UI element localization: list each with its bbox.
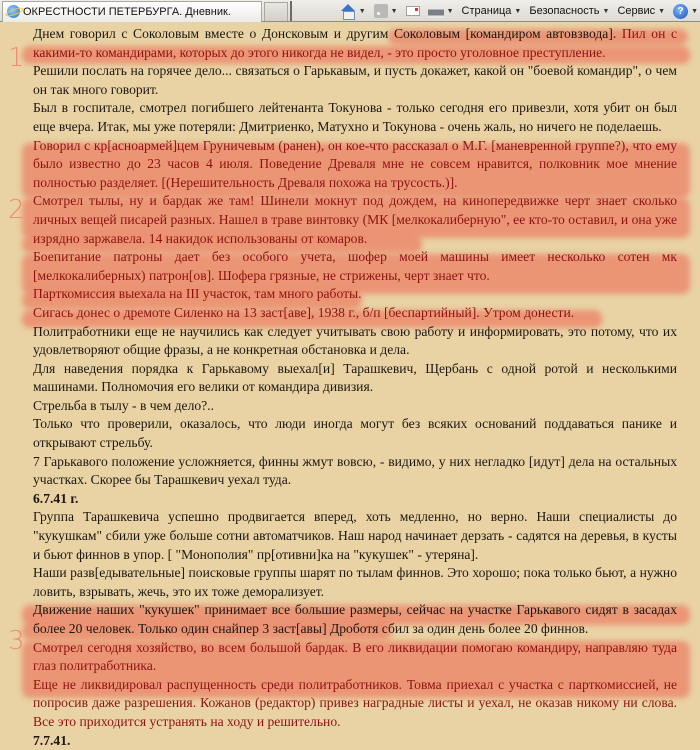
diary-text-highlighted: Пил он с какими-то командирами, которых до этого никогда не видел, - это просто уголовное преступление.	[33, 26, 678, 60]
chevron-down-icon[interactable]: ▼	[446, 7, 454, 15]
diary-paragraph: Наши разв[едывательные] поисковые группы шарят по тылам финнов. Это хорошо; пока только бьют, а нужно ловить, взрывать, жечь, это их тоже деморализует.	[33, 565, 677, 599]
feeds-button[interactable]	[374, 4, 398, 18]
print-icon	[428, 5, 444, 18]
browser-tab[interactable]	[2, 1, 262, 22]
tools-menu-label: Сервис	[617, 5, 656, 17]
diary-paragraph-highlighted: Парткомиссия выехала на III участок, там много работы.	[33, 286, 362, 302]
diary-paragraph: Группа Тарашкевича успешно продвигается вперед, хоть медленно, но верно. Наши специалисты до "кукушкам" сбили уже больше сотни автоматчиков. Наш народ начинает дерзать - садятся на деревья, в кусты и бьют финнов в упор. [ "Монополия" пр[отивни]ка на "кукушек" - утеряна].	[33, 509, 677, 562]
tools-menu[interactable]	[617, 5, 665, 17]
margin-annotation-3: 3	[8, 626, 25, 656]
tab-divider	[290, 1, 292, 21]
diary-paragraph: 7 Гарькавого положение усложняется, финны жмут вовсю, - видимо, у них негладко [идут] дела на остальных участках. Скорее бы Тарашкевич уехал туда.	[33, 453, 677, 488]
diary-paragraph-highlighted: Говорил с кр[асноармей]цем Груничевым (ранен), он кое-что рассказал о М.Г. [маневренной группе?), что ему было известно до 23 часов 4 июля. Поведение Древаля мне не совсем нравится, полковник мое мнение полностью разделяет. [(Нерешительность Древаля похожа на трусость.)].	[33, 137, 677, 190]
diary-paragraph-highlighted: Боепитание патроны дает без особого учета, шофер моей машины имеет несколько сотен мк [мелкокалиберных) патрон[ов]. Шофера грязные, не стрижены, черт знает что.	[33, 249, 677, 283]
diary-paragraph-highlighted: Смотрел тылы, ну и бардак же там! Шинели мокнут под дождем, на кинопередвижке черт знает сколько личных вещей писарей разных. Нашел в траве винтовку (МК [мелкокалиберную", ее кто-то оставил, и она уже изрядно заржавела. 14 накидок использованы от комаров.	[33, 193, 677, 246]
chevron-down-icon: ▼	[602, 7, 610, 15]
chevron-down-icon[interactable]: ▼	[390, 7, 398, 15]
ie-logo-icon	[7, 5, 20, 18]
help-icon: ?	[673, 4, 688, 19]
chevron-down-icon[interactable]: ▼	[691, 7, 698, 15]
mail-button[interactable]	[406, 6, 420, 16]
tab-title: ОКРЕСТНОСТИ ПЕТЕРБУРГА. Дневник.	[23, 5, 231, 18]
safety-menu[interactable]	[529, 5, 609, 17]
mail-icon	[406, 6, 420, 16]
command-bar	[340, 0, 700, 22]
safety-menu-label: Безопасность	[529, 5, 600, 17]
page-menu[interactable]	[462, 5, 522, 17]
home-icon	[340, 4, 356, 19]
diary-date-heading: 6.7.41 г.	[33, 490, 79, 506]
diary-text-plain: Днем говорил с Соколовым вместе о Донсковым и другим Соколовым [командиром автовзвода].	[33, 26, 622, 41]
diary-paragraph: Только что проверили, оказалось, что люди иногда могут без всяких оснований поддаваться панике и открывают стрельбу.	[33, 416, 677, 451]
diary-text	[33, 25, 677, 750]
margin-annotation-1: 1	[8, 43, 25, 73]
print-button[interactable]	[428, 5, 454, 18]
margin-annotation-2: 2	[8, 195, 25, 225]
page-content	[0, 22, 700, 748]
diary-paragraph	[33, 25, 677, 62]
diary-paragraph: Стрельба в тылу - в чем дело?..	[33, 397, 214, 413]
rss-feed-icon	[374, 4, 388, 18]
diary-paragraph-highlighted: Сигась донес о дремоте Силенко на 13 заст[аве], 1938 г., б/п [беспартийный]. Утром донести.	[33, 304, 575, 320]
home-button[interactable]	[340, 4, 366, 19]
chevron-down-icon: ▼	[658, 7, 666, 15]
diary-paragraph: Был в госпитале, смотрел погибшего лейтенанта Токунова - только сегодня его привезли, хотя убит он был еще вчера. Итак, мы уже потеряли: Дмитриенко, Матухно и Токунова - очень жаль, но ничего не поделаешь.	[33, 100, 677, 134]
chevron-down-icon: ▼	[514, 7, 522, 15]
diary-paragraph: Политработники еще не научились как следует учитывать свою работу и информировать, это потому, что их удовлетворяют общие фразы, а не конкретная обстановка и дела.	[33, 323, 677, 358]
chevron-down-icon[interactable]: ▼	[358, 7, 366, 15]
new-tab-button[interactable]	[264, 2, 288, 21]
diary-date-heading: 7.7.41.	[33, 732, 71, 748]
diary-paragraph: Решили послать на горячее дело... связаться о Гарькавым, и пусть докажет, какой он "боевой командир", о чем он так много говорит.	[33, 63, 677, 97]
page-menu-label: Страница	[461, 5, 512, 17]
help-button[interactable]	[673, 4, 698, 19]
diary-paragraph: Движение наших "кукушек" принимает все большие размеры, сейчас на участке Гарькавого сидят в засадах более 20 человек. Только один снайпер 3 заст[авы] Дроботя сбил за один день более 20 финнов.	[33, 602, 677, 636]
diary-paragraph-highlighted: Смотрел сегодня хозяйство, во всем большой бардак. В его ликвидации помогаю командиру, направляю туда глаз политработника.	[33, 639, 677, 674]
diary-paragraph: Для наведения порядка к Гарькавому выехал[и] Тарашкевич, Щербань с одной ротой и несколькими машинами. Полномочия его велики от командира дивизия.	[33, 360, 677, 395]
diary-paragraph-highlighted: Еще не ликвидировал распущенность среди политработников. Товма приехал с участка с парткомиссией, не попросив даже разрешения. Кожанов (редактор) привез наградные листы и уехал, не оказав никому ни слова. Все это приходится устранять на ходу и решительно.	[33, 676, 677, 729]
